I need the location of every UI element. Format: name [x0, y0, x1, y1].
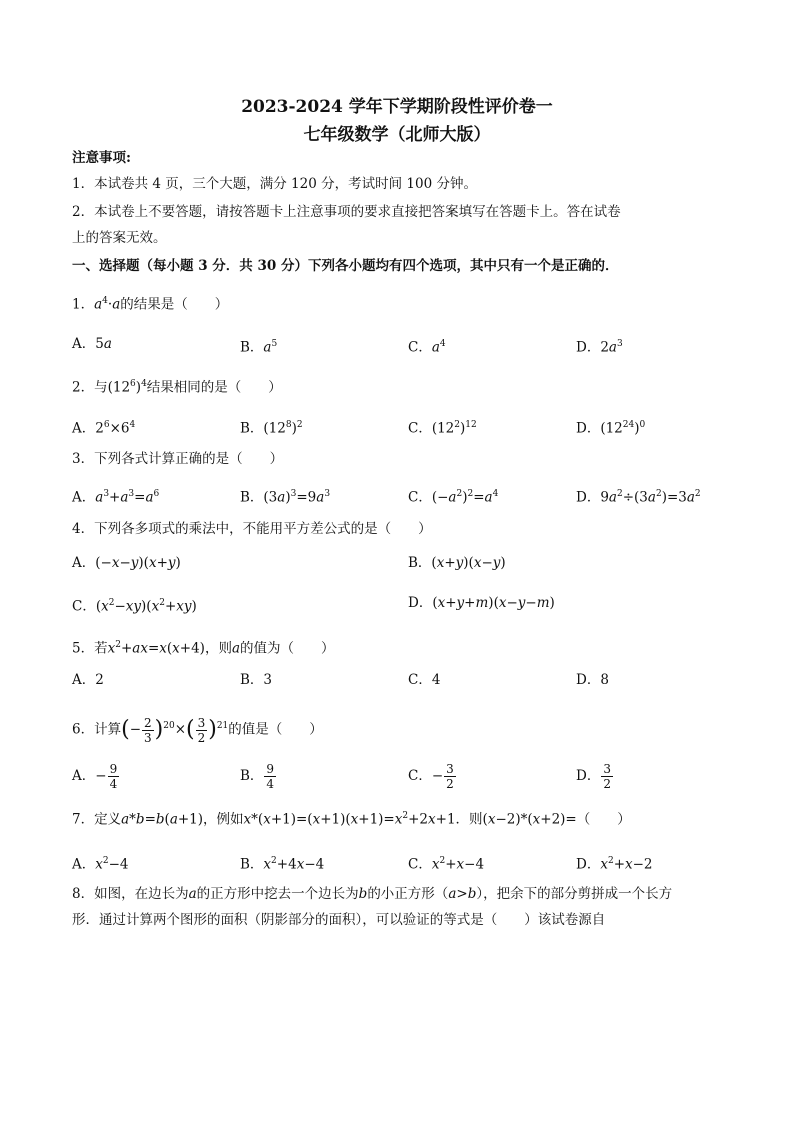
- notes-heading: 注意事项:: [72, 150, 131, 166]
- q6-option-b: B． $\frac{9}{4}$: [240, 762, 275, 791]
- question-7: 7．定义a*b=b(a+1)，例如$x*(x+1)=(x+1)(x+1)=x^2+2x+1$．则(x−2)*(x+2)=（ ）: [72, 811, 631, 828]
- notes-item-2a: 2．本试卷上不要答题，请按答题卡上注意事项的要求直接把答案填写在答题卡上。答在试卷: [72, 204, 621, 220]
- q7-option-d: D．$x^2+x-2$: [576, 856, 653, 873]
- q4-option-d: D．(x+y+m)(x−y−m): [408, 595, 555, 611]
- question-6: 6．计算(− $\frac{2}{3}$ )$^{20}$×( $\frac{3}{2}$ )$^{21}$的值是（ ）: [72, 715, 323, 745]
- q6-option-c: C．− $\frac{3}{2}$: [408, 762, 454, 791]
- q5-option-a: A．2: [72, 672, 104, 688]
- q2-option-a: A．$2^6\times 6^4$: [72, 420, 136, 437]
- q5-option-c: C．4: [408, 672, 441, 688]
- notes-item-2b: 上的答案无效。: [72, 230, 167, 246]
- q3-option-b: B．$(3a)^3=9a^3$: [240, 489, 331, 506]
- q5-option-d: D．8: [576, 672, 609, 688]
- question-8-line-1: 8．如图，在边长为a的正方形中挖去一个边长为b的小正方形（a>b），把余下的部分剪拼成一个长方: [72, 886, 673, 902]
- q4-option-a: A．(−x−y)(x+y): [72, 555, 181, 571]
- q3-option-a: A．$a^3+a^3=a^6$: [72, 489, 160, 506]
- page-title: 2023-2024 学年下学期阶段性评价卷一: [241, 97, 553, 117]
- question-3: 3．下列各式计算正确的是（ ）: [72, 451, 284, 467]
- q2-option-d: D．$(12^{24})^0$: [576, 420, 646, 437]
- q2-option-c: C．$(12^2)^{12}$: [408, 420, 477, 437]
- page-subtitle: 七年级数学（北师大版）: [303, 125, 491, 145]
- q7-option-c: C．$x^2+x-4$: [408, 856, 485, 873]
- q1-option-a: A．5a: [72, 336, 112, 352]
- q6-option-a: A．− $\frac{9}{4}$: [72, 762, 118, 791]
- question-2: 2．与$(12^6)^4$结果相同的是（ ）: [72, 379, 282, 396]
- question-4: 4．下列各多项式的乘法中，不能用平方差公式的是（ ）: [72, 521, 432, 537]
- q7-option-b: B．$x^2+4x-4$: [240, 856, 325, 873]
- q2-option-b: B．$(12^8)^2$: [240, 420, 303, 437]
- q4-option-b: B．(x+y)(x−y): [408, 555, 506, 571]
- q3-option-d: D．$9a^2\div(3a^2)=3a^2$: [576, 489, 701, 506]
- q3-option-c: C．$(-a^2)^2=a^4$: [408, 489, 499, 506]
- question-5: 5．若$x^2+ax=x(x+4)$，则a的值为（ ）: [72, 640, 335, 657]
- question-8-line-2: 形．通过计算两个图形的面积（阴影部分的面积），可以验证的等式是（ ）该试卷源自: [72, 912, 606, 928]
- q6-option-d: D． $\frac{3}{2}$: [576, 762, 611, 791]
- q7-option-a: A．$x^2-4$: [72, 856, 129, 873]
- q1-option-b: B．$a^5$: [240, 339, 278, 356]
- section-1-heading: 一、选择题（每小题 3 分．共 30 分）下列各小题均有四个选项，其中只有一个是正确的．: [72, 258, 619, 274]
- q1-option-d: D．$2a^3$: [576, 339, 623, 356]
- notes-item-1: 1．本试卷共 4 页，三个大题，满分 120 分，考试时间 100 分钟。: [72, 176, 477, 192]
- q1-option-c: C．$a^4$: [408, 339, 446, 356]
- q5-option-b: B．3: [240, 672, 273, 688]
- q4-option-c: C．$(x^2-xy)(x^2+xy)$: [72, 598, 197, 615]
- question-1: 1．$a^4\cdot a$的结果是（ ）: [72, 296, 229, 313]
